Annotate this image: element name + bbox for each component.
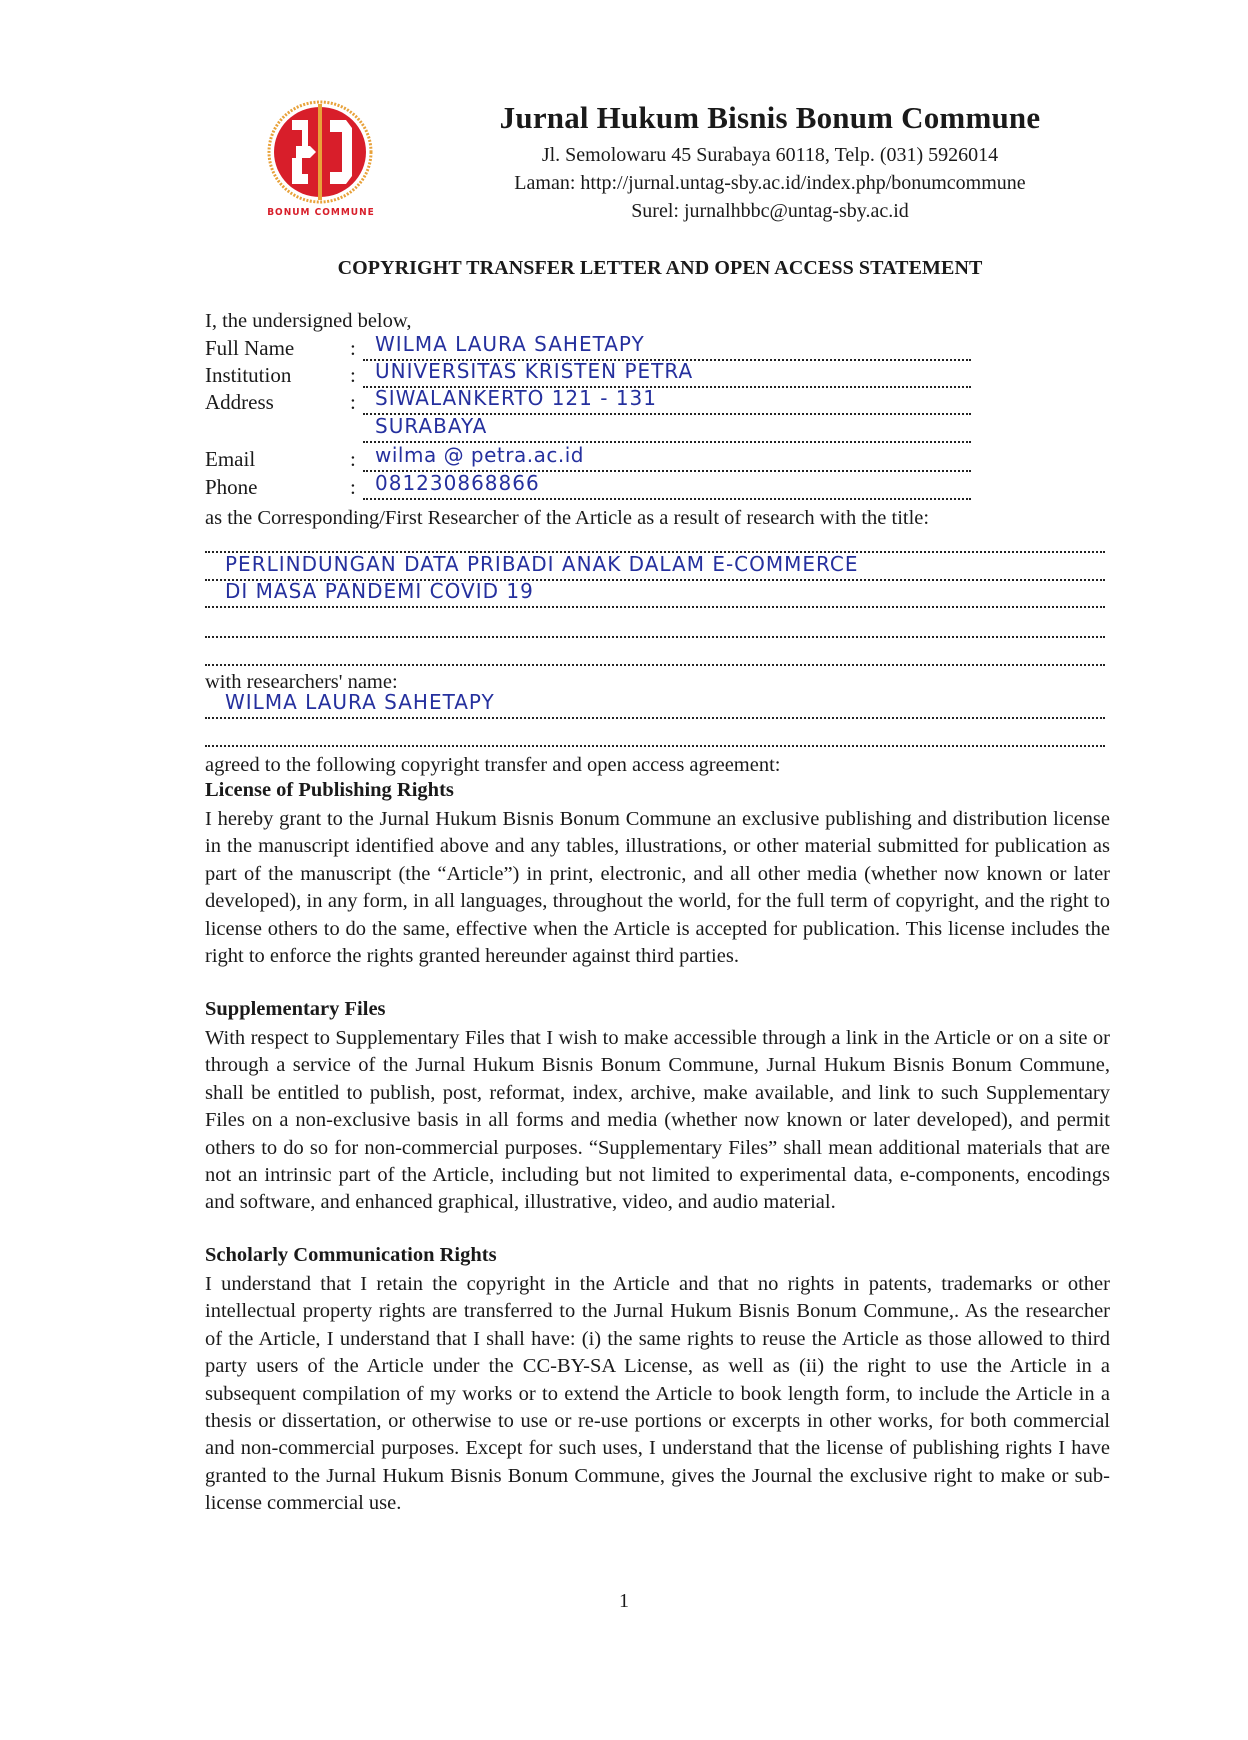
field-label: Full Name bbox=[205, 336, 295, 360]
field-colon: : bbox=[350, 390, 356, 414]
journal-email: Surel: jurnalhbbc@untag-sby.ac.id bbox=[631, 200, 909, 222]
field-phone bbox=[205, 471, 985, 503]
logo-caption: BONUM COMMUNE bbox=[267, 207, 375, 219]
field-email bbox=[205, 443, 985, 475]
field-address-line-2 bbox=[205, 414, 985, 446]
section-heading-license: License of Publishing Rights bbox=[205, 779, 454, 801]
field-colon: : bbox=[350, 363, 356, 387]
field-label: Phone bbox=[205, 475, 258, 499]
document-title: COPYRIGHT TRANSFER LETTER AND OPEN ACCESS STATEMENT bbox=[337, 257, 983, 279]
field-colon: : bbox=[350, 336, 356, 360]
title-line-5 bbox=[205, 641, 1105, 669]
field-label: Address bbox=[205, 390, 274, 414]
section-heading-scholarly: Scholarly Communication Rights bbox=[205, 1244, 497, 1266]
dotted-line bbox=[205, 717, 1105, 719]
journal-name: Jurnal Hukum Bisnis Bonum Commune bbox=[499, 100, 1041, 135]
field-colon: : bbox=[350, 447, 356, 471]
dotted-line bbox=[363, 498, 971, 500]
dotted-line bbox=[205, 664, 1105, 666]
field-address bbox=[205, 386, 985, 418]
dotted-line bbox=[205, 745, 1105, 747]
handwritten-address: SIWALANKERTO 121 - 131 bbox=[375, 386, 657, 410]
research-statement: as the Corresponding/First Researcher of the Article as a result of research with the title: bbox=[205, 507, 930, 529]
section-body-scholarly: I understand that I retain the copyright in the Article and that no rights in patents, trademarks or other intellectual property rights are transferred to the Jurnal Hukum Bisnis Bonum Commune,. As the researcher of the Article, I understand that I shall have: (i) the same rights to reuse the Article as those allowed to third party users of the Article under the CC-BY-SA License, as well as (ii) the right to use the Article in a subsequent compilation of my works or to extend the Article to book length form, to include the Article in a thesis or dissertation, or otherwise to use or re-use portions or excerpts in other works, for both commercial and non-commercial purposes. Except for such uses, I understand that the license of publishing rights I have granted to the Jurnal Hukum Bisnis Bonum Commune, gives the Journal the exclusive right to make or sub-license commercial use. bbox=[205, 1273, 1110, 1515]
handwritten-phone: 081230868866 bbox=[375, 471, 540, 495]
handwritten-title-text: DI MASA PANDEMI COVID 19 bbox=[225, 579, 534, 603]
title-line-4 bbox=[205, 613, 1105, 641]
page-number: 1 bbox=[619, 1590, 629, 1612]
dotted-line bbox=[205, 606, 1105, 608]
dotted-line bbox=[205, 636, 1105, 638]
bonum-commune-logo bbox=[266, 100, 374, 204]
field-label: Email bbox=[205, 447, 256, 471]
agreement-line: agreed to the following copyright transfer and open access agreement: bbox=[205, 754, 781, 776]
researcher-line-1 bbox=[205, 690, 1105, 722]
handwritten-full-name: WILMA LAURA SAHETAPY bbox=[375, 332, 645, 356]
section-body-license: I hereby grant to the Jurnal Hukum Bisnis Bonum Commune an exclusive publishing and distribution license in the manuscript identified above and any tables, illustrations, or other material submitted for publication as part of the manuscript (the “Article”) in print, electronic, and all other media (whether now known or later developed), in any form, in all languages, throughout the world, for the full term of copyright, and the right to license others to do the same, effective when the Article is accepted for publication. This license includes the right to enforce the rights granted hereunder against third parties. bbox=[205, 808, 1110, 968]
field-label: Institution bbox=[205, 363, 292, 387]
field-colon: : bbox=[350, 475, 356, 499]
intro-text: I, the undersigned below, bbox=[205, 310, 412, 332]
researcher-line-2 bbox=[205, 722, 1105, 750]
handwritten-email: wilma @ petra.ac.id bbox=[375, 443, 584, 467]
title-line-3 bbox=[205, 579, 1105, 611]
researchers-label: with researchers' name: bbox=[205, 671, 398, 693]
section-heading-supplementary: Supplementary Files bbox=[205, 998, 386, 1020]
handwritten-researcher-name: WILMA LAURA SAHETAPY bbox=[225, 690, 495, 714]
handwritten-city: SURABAYA bbox=[375, 414, 488, 438]
handwritten-title-text: PERLINDUNGAN DATA PRIBADI ANAK DALAM E-COMMERCE bbox=[225, 552, 859, 576]
handwritten-institution: UNIVERSITAS KRISTEN PETRA bbox=[375, 359, 694, 383]
section-body-supplementary: With respect to Supplementary Files that I wish to make accessible through a link in the Article or on a site or through a service of the Jurnal Hukum Bisnis Bonum Commune, Jurnal Hukum Bisnis Bonum Commune, shall be entitled to publish, post, reformat, index, archive, make available, and link to such Supplementary Files on a non-exclusive basis in all forms and media (whether now known or later developed), and permit others to do so for non-commercial purposes. “Supplementary Files” shall mean additional materials that are not an intrinsic part of the Article, including but not limited to experimental data, e-components, encodings and software, and enhanced graphical, illustrative, video, and audio material. bbox=[205, 1027, 1110, 1214]
journal-address: Jl. Semolowaru 45 Surabaya 60118, Telp. (031) 5926014 bbox=[541, 144, 999, 166]
bc-emblem-icon bbox=[266, 100, 374, 204]
journal-website: Laman: http://jurnal.untag-sby.ac.id/index.php/bonumcommune bbox=[514, 172, 1026, 194]
